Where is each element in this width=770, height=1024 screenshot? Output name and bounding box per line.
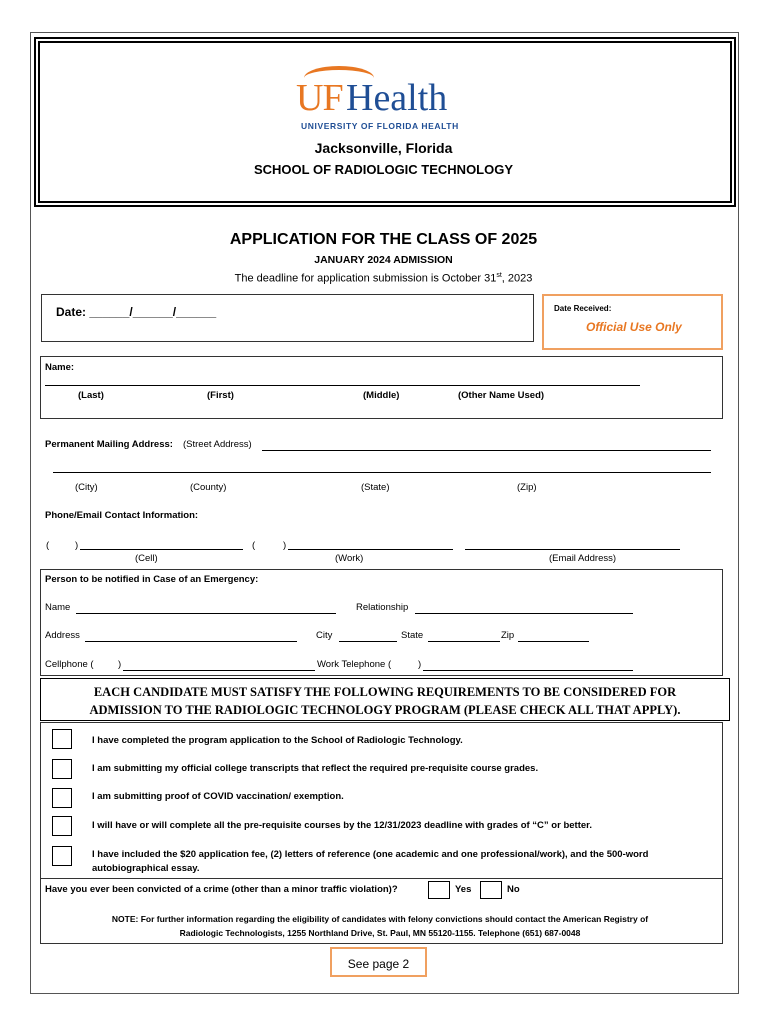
street-caption: (Street Address) [183, 439, 252, 450]
emergency-work-label: Work Telephone ( [317, 659, 392, 670]
crime-no-checkbox[interactable] [480, 881, 502, 899]
requirement-checkbox-4[interactable] [52, 816, 72, 836]
requirement-checkbox-2[interactable] [52, 759, 72, 779]
requirement-checkbox-5[interactable] [52, 846, 72, 866]
email-caption: (Email Address) [549, 553, 617, 564]
emergency-work-close: ) [418, 659, 422, 670]
emergency-cell-close: ) [118, 659, 122, 670]
relationship-input[interactable] [415, 613, 633, 614]
emergency-address-label: Address [45, 630, 80, 641]
name-input-line[interactable] [45, 385, 640, 386]
last-name-caption: (Last) [78, 390, 104, 401]
cell-paren-close: ) [75, 540, 79, 551]
requirement-text-4: I will have or will complete all the pre-requisite courses by the 12/31/2023 deadline with grades of “C” or better. [92, 820, 592, 831]
emergency-name-label: Name [45, 602, 71, 613]
work-caption: (Work) [335, 553, 364, 564]
emergency-label: Person to be notified in Case of an Emergency: [45, 574, 259, 585]
admission-label: JANUARY 2024 ADMISSION [314, 254, 453, 266]
requirement-text-1: I have completed the program application to the School of Radiologic Technology. [92, 735, 463, 746]
felony-note-line2: Radiologic Technologists, 1255 Northland Drive, St. Paul, MN 55120-1155. Telephone (651) 687-0048 [179, 928, 581, 938]
email-input-line[interactable] [465, 549, 680, 550]
emergency-city-input[interactable] [339, 641, 397, 642]
requirement-text-2: I am submitting my official college transcripts that reflect the required pre-requisite course grades. [92, 763, 539, 774]
emergency-state-input[interactable] [428, 641, 500, 642]
page-title: APPLICATION FOR THE CLASS OF 2025 [229, 231, 538, 248]
city-caption: (City) [75, 482, 98, 493]
cell-caption: (Cell) [135, 553, 158, 564]
date-box [41, 294, 534, 342]
emergency-zip-input[interactable] [518, 641, 589, 642]
requirement-checkbox-3[interactable] [52, 788, 72, 808]
logo-subtitle: UNIVERSITY OF FLORIDA HEALTH [301, 121, 459, 131]
see-page-2: See page 2 [330, 947, 427, 977]
zip-caption: (Zip) [517, 482, 537, 493]
official-use-label: Official Use Only [586, 320, 682, 334]
emergency-cell-input[interactable] [123, 670, 315, 671]
header-city: Jacksonville, Florida [314, 140, 453, 156]
requirement-checkbox-1[interactable] [52, 729, 72, 749]
requirements-banner-line2: ADMISSION TO THE RADIOLOGIC TECHNOLOGY PROGRAM (PLEASE CHECK ALL THAT APPLY). [89, 703, 681, 717]
crime-question: Have you ever been convicted of a crime (other than a minor traffic violation)? [45, 884, 398, 895]
street-input-line[interactable] [262, 450, 711, 451]
uf-health-logo [296, 66, 466, 134]
deadline-text: The deadline for application submission is October 31st, 2023 [234, 272, 533, 285]
requirements-banner-line1: EACH CANDIDATE MUST SATISFY THE FOLLOWING REQUIREMENTS TO BE CONSIDERED FOR [93, 685, 677, 699]
state-caption: (State) [361, 482, 390, 493]
requirements-banner [40, 678, 730, 721]
logo-uf: UF [296, 77, 343, 119]
emergency-city-label: City [316, 630, 333, 641]
felony-note-line1: NOTE: For further information regarding the eligibility of candidates with felony convictions should contact the American Registry of [111, 914, 649, 924]
crime-yes-label: Yes [455, 884, 472, 895]
address-label: Permanent Mailing Address: [45, 439, 173, 450]
work-paren-close: ) [283, 540, 287, 551]
first-name-caption: (First) [207, 390, 234, 401]
emergency-name-input[interactable] [76, 613, 336, 614]
logo-health: Health [346, 77, 448, 119]
official-use-box [542, 294, 723, 350]
middle-name-caption: (Middle) [363, 390, 400, 401]
relationship-label: Relationship [356, 602, 409, 613]
emergency-work-input[interactable] [423, 670, 633, 671]
emergency-address-input[interactable] [85, 641, 297, 642]
date-field[interactable]: Date: ______/______/______ [56, 305, 217, 319]
work-paren-open: ( [252, 540, 256, 551]
emergency-zip-label: Zip [501, 630, 515, 641]
requirement-text-5: I have included the $20 application fee, (2) letters of reference (one academic and one professional/work), and the 500-word [92, 849, 649, 860]
emergency-state-label: State [401, 630, 424, 641]
requirement-text-3: I am submitting proof of COVID vaccination/ exemption. [92, 791, 344, 802]
header-school: SCHOOL OF RADIOLOGIC TECHNOLOGY [253, 162, 514, 177]
felony-note [45, 912, 715, 940]
emergency-cell-label: Cellphone ( [45, 659, 94, 670]
crime-yes-checkbox[interactable] [428, 881, 450, 899]
crime-no-label: No [507, 884, 520, 895]
county-caption: (County) [190, 482, 227, 493]
date-received-label: Date Received: [554, 304, 612, 313]
address-input-line[interactable] [53, 472, 711, 473]
other-name-caption: (Other Name Used) [458, 390, 545, 401]
name-section [40, 356, 723, 419]
work-input-line[interactable] [288, 549, 453, 550]
requirement-text-5-cont: autobiographical essay. [92, 863, 200, 874]
cell-paren-open: ( [46, 540, 50, 551]
cell-input-line[interactable] [80, 549, 243, 550]
name-label: Name: [45, 362, 75, 373]
contact-label: Phone/Email Contact Information: [45, 510, 199, 521]
